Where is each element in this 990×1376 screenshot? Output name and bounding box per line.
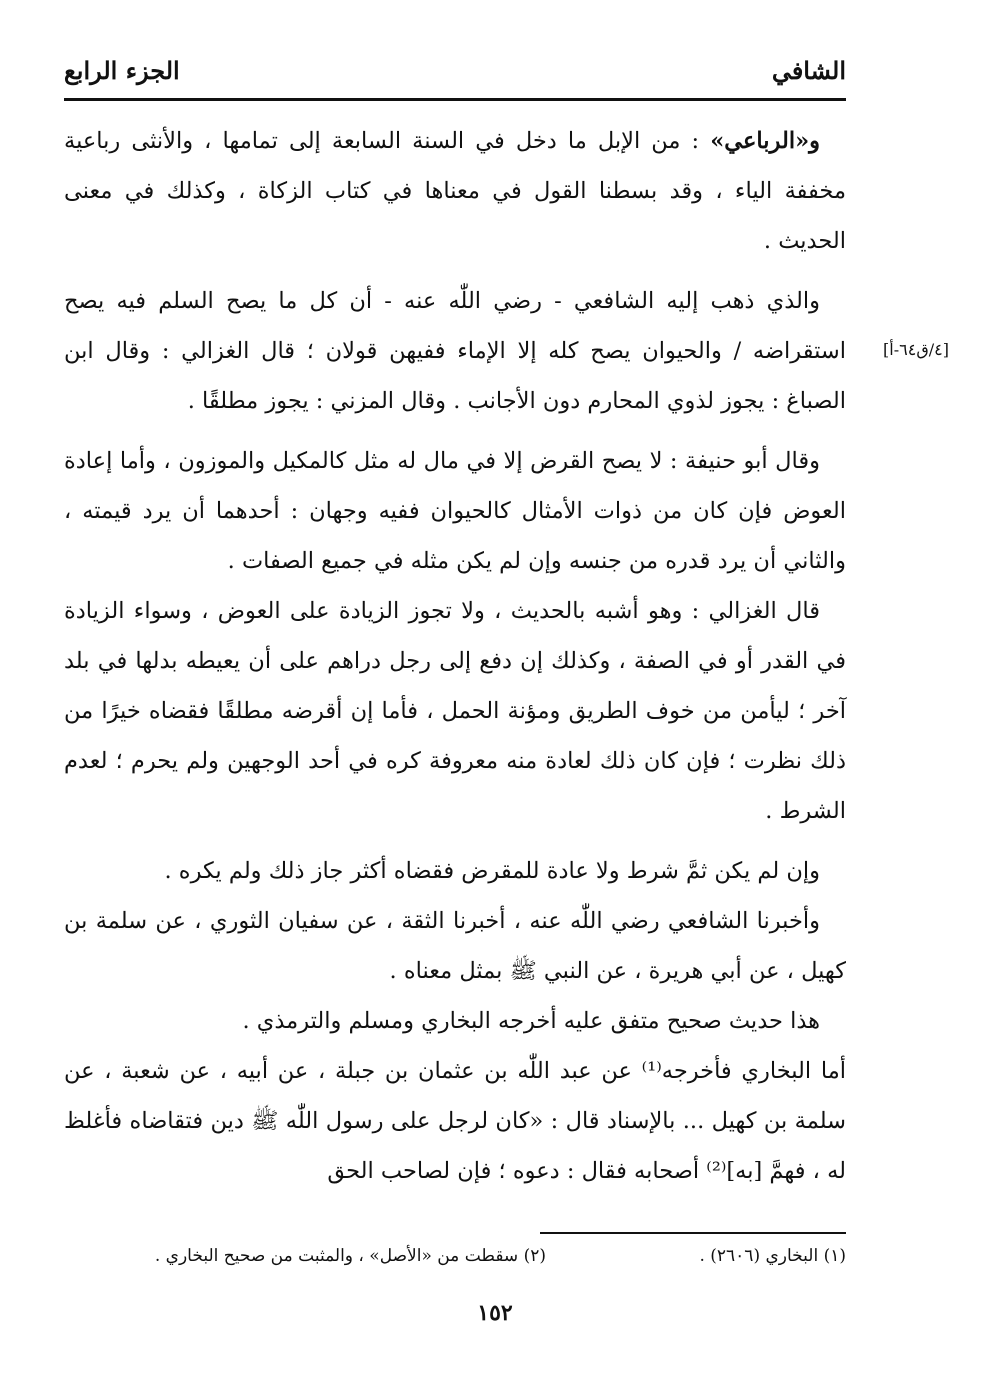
footnote-2: (٢) سقطت من «الأصل» ، والمثبت من صحيح البخاري . [154, 1246, 546, 1266]
main-text [64, 116, 846, 1196]
paragraph: والذي ذهب إليه الشافعي - رضي اللّٰه عنه - أن كل ما يصح السلم فيه يصح استقراضه / والحيوان يصح كله إلا الإماء ففيهن قولان ؛ قال الغزالي : وقال ابن الصباغ : يجوز لذوي المحارم دون الأجانب . وقال المزني : يجوز مطلقًا . [64, 288, 846, 414]
paragraph-text: : من الإبل ما دخل في السنة السابعة إلى تمامها ، والأنثى رباعية مخففة الياء ، وقد بسطنا القول في معناها في كتاب الزكاة ، وكذلك في معنى الحديث . [64, 128, 846, 254]
book-title: الشافي [771, 56, 846, 85]
paragraph: وأخبرنا الشافعي رضي اللّٰه عنه ، أخبرنا الثقة ، عن سفيان الثوري ، عن سلمة بن كهيل ، عن أبي هريرة ، عن النبي ﷺ بمثل معناه . [64, 908, 846, 984]
paragraph: قال الغزالي : وهو أشبه بالحديث ، ولا تجوز الزيادة على العوض ، وسواء الزيادة في القدر أو في الصفة ، وكذلك إن دفع إلى رجل دراهم على أن يعيطه بدلها في بلد آخر ؛ ليأمن من خوف الطريق ومؤنة الحمل ، فأما إن أقرضه مطلقًا فقضاه خيرًا من ذلك نظرت ؛ فإن كان ذلك لعادة منه معروفة كره في أحد الوجهين ولم يحرم ؛ لعدم الشرط . [64, 598, 846, 824]
footnote-1: (١) البخاري (٢٦٠٦) . [699, 1246, 846, 1266]
paragraph [64, 116, 846, 266]
paragraph: أما البخاري فأخرجه⁽¹⁾ عن عبد اللّٰه بن عثمان بن جبلة ، عن أبيه ، عن شعبة ، عن سلمة بن كهيل ... بالإسناد قال : «كان لرجل على رسول اللّٰه ﷺ دين فتقاضاه فأغلظ له ، فهمَّ [به]⁽²⁾ أصحابه فقال : دعوه ؛ فإن لصاحب الحق [64, 1058, 846, 1184]
page-header [64, 56, 846, 96]
term-heading: و«الرباعي» [710, 128, 820, 154]
footnote-rule [540, 1232, 846, 1234]
paragraph: هذا حديث صحيح متفق عليه أخرجه البخاري ومسلم والترمذي . [242, 1008, 820, 1034]
paragraph: وقال أبو حنيفة : لا يصح القرض إلا في مال له مثل كالمكيل والموزون ، وأما إعادة العوض فإن كان من ذوات الأمثال كالحيوان ففيه وجهان : أحدهما أن يرد قيمته ، والثاني أن يرد قدره من جنسه وإن لم يكن مثله في جميع الصفات . [64, 448, 846, 574]
volume-title: الجزء الرابع [64, 56, 180, 85]
header-rule [64, 98, 846, 101]
manuscript-folio-note: [٤/ق٦٤-أ] [883, 340, 949, 359]
footnotes [64, 1246, 846, 1276]
paragraph: وإن لم يكن ثمَّ شرط ولا عادة للمقرض فقضاه أكثر جاز ذلك ولم يكره . [164, 858, 820, 884]
page-number: ١٥٢ [477, 1300, 513, 1326]
